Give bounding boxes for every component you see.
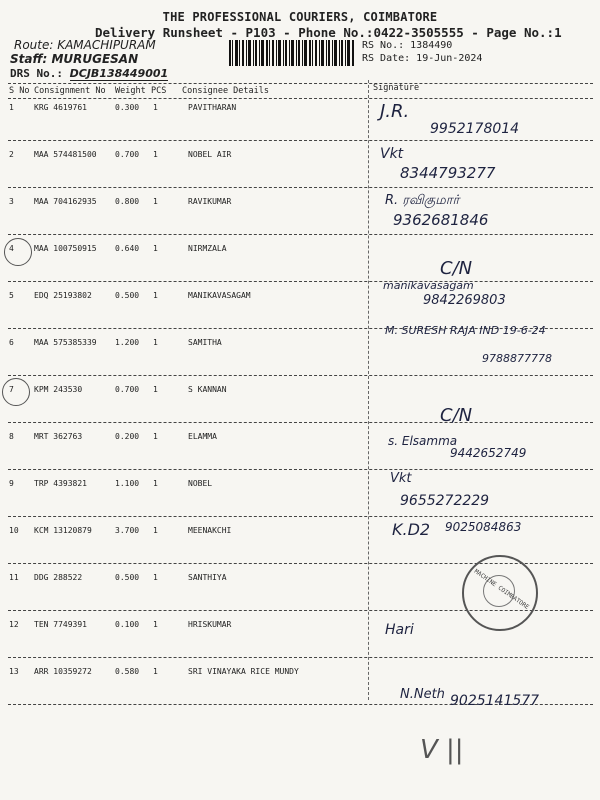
row-separator xyxy=(8,140,593,141)
col-header-sno: S No xyxy=(9,86,30,96)
row-separator xyxy=(8,234,593,235)
row-separator xyxy=(8,469,593,470)
row-5-signature-name: manikavasagam xyxy=(383,279,474,292)
row-2-weight: 0.700 xyxy=(115,150,140,159)
row-13-sno: 13 xyxy=(9,667,19,676)
signature-column-rule xyxy=(368,80,370,700)
rs-date: RS Date: 19-Jun-2024 xyxy=(362,53,483,64)
row-3-consignee: RAVIKUMAR xyxy=(188,197,232,206)
row-8-signature-phone: 9442652749 xyxy=(450,446,527,460)
row-4-sno: 4 xyxy=(9,244,14,253)
row-8-sno: 8 xyxy=(9,432,14,441)
row-10-consignee: MEENAKCHI xyxy=(188,526,232,535)
row-7-circle-mark xyxy=(2,378,30,406)
row-1-pcs: 1 xyxy=(153,103,158,112)
row-9-pcs: 1 xyxy=(153,479,158,488)
row-8-pcs: 1 xyxy=(153,432,158,441)
row-9-sno: 9 xyxy=(9,479,14,488)
row-11-sno: 11 xyxy=(9,573,19,582)
document-title: THE PROFESSIONAL COURIERS, COIMBATORE xyxy=(162,10,438,24)
row-2-pcs: 1 xyxy=(153,150,158,159)
row-separator xyxy=(8,281,593,282)
header-top-rule xyxy=(8,83,593,84)
row-4-pcs: 1 xyxy=(153,244,158,253)
row-8-consignee: ELAMMA xyxy=(188,432,217,441)
row-10-signature-phone: 9025084863 xyxy=(445,520,522,534)
row-9-signature-name: Vkt xyxy=(390,471,412,486)
row-10-signature-name: K.D2 xyxy=(392,520,431,539)
row-11-consignment: DDG 288522 xyxy=(34,573,83,582)
row-1-consignment: KRG 4619761 xyxy=(34,103,87,112)
col-header-consignee: Consignee Details xyxy=(182,86,269,96)
staff-label: Staff: MURUGESAN xyxy=(10,52,139,66)
row-3-signature-phone: 9362681846 xyxy=(393,211,489,229)
row-5-consignee: MANIKAVASAGAM xyxy=(188,291,251,300)
row-3-pcs: 1 xyxy=(153,197,158,206)
row-separator xyxy=(8,516,593,517)
row-13-weight: 0.580 xyxy=(115,667,140,676)
row-2-sno: 2 xyxy=(9,150,14,159)
row-13-consignment: ARR 10359272 xyxy=(34,667,92,676)
row-6-signature-name: M. SURESH RAJA IND 19-6-24 xyxy=(385,324,546,337)
col-header-weight: Weight xyxy=(115,86,146,96)
row-3-sno: 3 xyxy=(9,197,14,206)
row-5-sno: 5 xyxy=(9,291,14,300)
row-8-consignment: MRT 362763 xyxy=(34,432,83,441)
row-4-consignee: NIRMZALA xyxy=(188,244,227,253)
row-12-consignee: HRISKUMAR xyxy=(188,620,232,629)
row-separator xyxy=(8,187,593,188)
row-3-weight: 0.800 xyxy=(115,197,140,206)
drs-number xyxy=(10,67,168,80)
header-bottom-rule xyxy=(8,98,593,99)
row-7-pcs: 1 xyxy=(153,385,158,394)
row-7-signature-name: C/N xyxy=(440,405,473,426)
row-6-consignee: SAMITHA xyxy=(188,338,222,347)
row-13-pcs: 1 xyxy=(153,667,158,676)
barcode-image xyxy=(229,40,354,66)
row-9-weight: 1.100 xyxy=(115,479,140,488)
row-12-consignment: TEN 7749391 xyxy=(34,620,87,629)
row-3-signature-name: R. ரவிகுமார் xyxy=(385,193,460,208)
row-separator xyxy=(8,657,593,658)
route-label: Route: KAMACHIPURAM xyxy=(14,38,156,52)
stamp-text: MACHINE COIMBATORE xyxy=(472,567,531,612)
row-11-weight: 0.500 xyxy=(115,573,140,582)
row-1-signature-phone: 9952178014 xyxy=(430,121,520,137)
row-12-weight: 0.100 xyxy=(115,620,140,629)
row-13-consignee: SRI VINAYAKA RICE MUNDY xyxy=(188,667,299,676)
row-6-consignment: MAA 575385339 xyxy=(34,338,97,347)
row-7-weight: 0.700 xyxy=(115,385,140,394)
runsheet-subtitle: Delivery Runsheet - P103 - Phone No.:0422-3505555 - Page No.:1 xyxy=(95,25,562,40)
row-4-circle-mark xyxy=(4,238,32,266)
row-6-signature-phone: 9788877778 xyxy=(482,352,552,365)
row-13-signature-name: N.Neth xyxy=(400,687,445,702)
row-2-consignee: NOBEL AIR xyxy=(188,150,232,159)
row-6-pcs: 1 xyxy=(153,338,158,347)
row-separator xyxy=(8,422,593,423)
row-1-consignee: PAVITHARAN xyxy=(188,103,237,112)
row-10-consignment: KCM 13120879 xyxy=(34,526,92,535)
row-7-consignment: KPM 243530 xyxy=(34,385,83,394)
row-6-weight: 1.200 xyxy=(115,338,140,347)
drs-label: DRS No.: xyxy=(10,67,70,80)
col-header-consignment: Consignment No xyxy=(34,86,106,96)
footer-handwritten-marks: V || xyxy=(420,735,464,765)
drs-value: DCJB138449001 xyxy=(69,67,169,80)
row-5-pcs: 1 xyxy=(153,291,158,300)
col-header-pcs: PCS xyxy=(151,86,167,96)
row-5-consignment: EDQ 25193802 xyxy=(34,291,92,300)
row-1-weight: 0.300 xyxy=(115,103,140,112)
row-12-sno: 12 xyxy=(9,620,19,629)
row-4-consignment: MAA 100750915 xyxy=(34,244,97,253)
row-13-signature-phone: 9025141577 xyxy=(450,693,540,709)
row-12-signature-name: Hari xyxy=(385,622,414,638)
row-4-weight: 0.640 xyxy=(115,244,140,253)
row-6-sno: 6 xyxy=(9,338,14,347)
row-7-consignee: S KANNAN xyxy=(188,385,227,394)
row-9-consignment: TRP 4393821 xyxy=(34,479,87,488)
row-3-consignment: MAA 704162935 xyxy=(34,197,97,206)
col-header-signature: Signature xyxy=(373,83,420,93)
row-10-weight: 3.700 xyxy=(115,526,140,535)
row-9-signature-phone: 9655272229 xyxy=(400,493,490,509)
row-8-weight: 0.200 xyxy=(115,432,140,441)
row-11-pcs: 1 xyxy=(153,573,158,582)
row-1-signature-name: J.R. xyxy=(380,101,410,122)
row-5-weight: 0.500 xyxy=(115,291,140,300)
row-1-sno: 1 xyxy=(9,103,14,112)
row-12-pcs: 1 xyxy=(153,620,158,629)
row-10-pcs: 1 xyxy=(153,526,158,535)
row-7-sno: 7 xyxy=(9,385,14,394)
row-11-consignee: SANTHIYA xyxy=(188,573,227,582)
row-4-signature-name: C/N xyxy=(440,258,473,279)
row-2-signature-phone: 8344793277 xyxy=(400,164,496,182)
row-10-sno: 10 xyxy=(9,526,19,535)
row-8-signature-name: s. Elsamma xyxy=(388,434,458,448)
row-9-consignee: NOBEL xyxy=(188,479,213,488)
row-separator xyxy=(8,375,593,376)
rs-number: RS No.: 1384490 xyxy=(362,40,453,51)
row-2-consignment: MAA 574481500 xyxy=(34,150,97,159)
row-2-signature-name: Vkt xyxy=(380,146,404,162)
row-5-signature-phone: 9842269803 xyxy=(423,293,506,308)
